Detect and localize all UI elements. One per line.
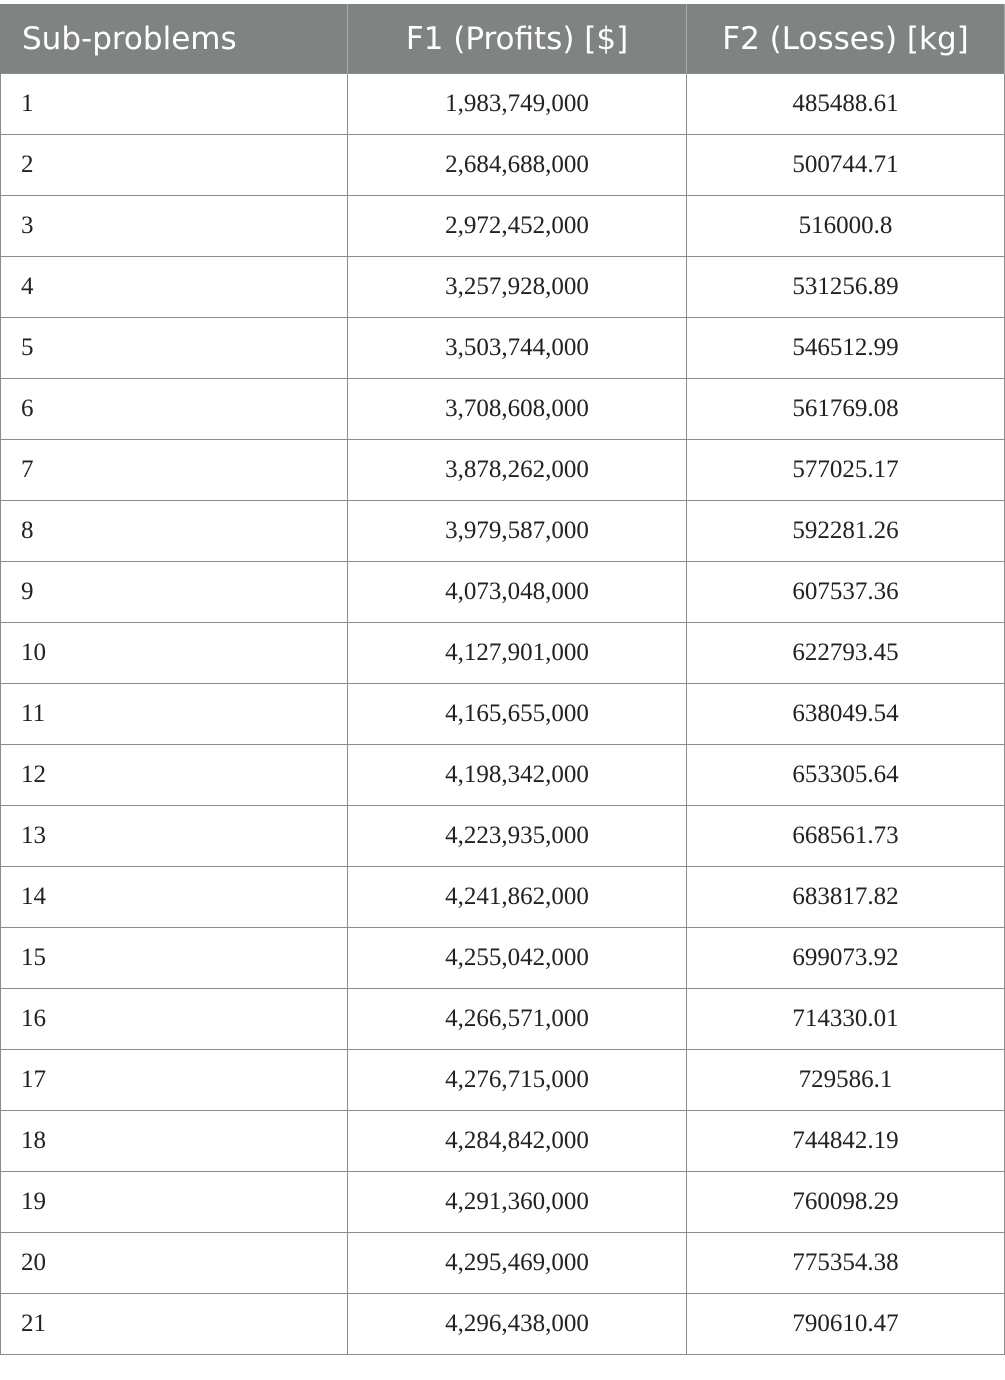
table-row	[1, 501, 1005, 562]
table-row	[1, 74, 1005, 135]
header-f2-losses: F2 (Losses) [kg]	[687, 4, 1005, 74]
cell-f1-profit: 2,684,688,000	[348, 135, 687, 196]
table-row	[1, 1233, 1005, 1294]
cell-f1-profit: 4,241,862,000	[348, 867, 687, 928]
cell-f1-profit: 4,276,715,000	[348, 1050, 687, 1111]
cell-f2-loss: 546512.99	[687, 318, 1005, 379]
table-row	[1, 867, 1005, 928]
cell-sub-problem: 14	[1, 867, 348, 928]
cell-f1-profit: 4,296,438,000	[348, 1294, 687, 1355]
cell-sub-problem: 1	[1, 74, 348, 135]
cell-f2-loss: 729586.1	[687, 1050, 1005, 1111]
cell-sub-problem: 3	[1, 196, 348, 257]
cell-f1-profit: 4,127,901,000	[348, 623, 687, 684]
table-row	[1, 745, 1005, 806]
cell-f1-profit: 3,708,608,000	[348, 379, 687, 440]
cell-f1-profit: 4,223,935,000	[348, 806, 687, 867]
cell-f2-loss: 622793.45	[687, 623, 1005, 684]
cell-f2-loss: 561769.08	[687, 379, 1005, 440]
cell-f2-loss: 760098.29	[687, 1172, 1005, 1233]
table-row	[1, 379, 1005, 440]
table-row	[1, 1294, 1005, 1355]
cell-sub-problem: 6	[1, 379, 348, 440]
cell-f1-profit: 3,979,587,000	[348, 501, 687, 562]
table-row	[1, 928, 1005, 989]
cell-f2-loss: 485488.61	[687, 74, 1005, 135]
table-row	[1, 1172, 1005, 1233]
table-row	[1, 196, 1005, 257]
table-row	[1, 257, 1005, 318]
cell-sub-problem: 8	[1, 501, 348, 562]
header-sub-problems: Sub-problems	[1, 4, 348, 74]
cell-f2-loss: 714330.01	[687, 989, 1005, 1050]
cell-f1-profit: 3,257,928,000	[348, 257, 687, 318]
cell-f2-loss: 699073.92	[687, 928, 1005, 989]
cell-f1-profit: 4,165,655,000	[348, 684, 687, 745]
cell-f1-profit: 4,255,042,000	[348, 928, 687, 989]
cell-f1-profit: 4,284,842,000	[348, 1111, 687, 1172]
cell-f1-profit: 4,198,342,000	[348, 745, 687, 806]
cell-sub-problem: 17	[1, 1050, 348, 1111]
table-row	[1, 135, 1005, 196]
cell-f1-profit: 3,878,262,000	[348, 440, 687, 501]
cell-sub-problem: 12	[1, 745, 348, 806]
cell-f2-loss: 531256.89	[687, 257, 1005, 318]
cell-f1-profit: 4,073,048,000	[348, 562, 687, 623]
cell-f2-loss: 607537.36	[687, 562, 1005, 623]
table-row	[1, 684, 1005, 745]
cell-sub-problem: 18	[1, 1111, 348, 1172]
cell-f2-loss: 653305.64	[687, 745, 1005, 806]
cell-f2-loss: 516000.8	[687, 196, 1005, 257]
table-row	[1, 989, 1005, 1050]
table-row	[1, 562, 1005, 623]
header-f1-profits: F1 (Profits) [$]	[348, 4, 687, 74]
cell-sub-problem: 10	[1, 623, 348, 684]
results-table	[0, 4, 1005, 1355]
header-row	[1, 4, 1005, 74]
cell-sub-problem: 4	[1, 257, 348, 318]
cell-f2-loss: 668561.73	[687, 806, 1005, 867]
cell-sub-problem: 7	[1, 440, 348, 501]
cell-f2-loss: 790610.47	[687, 1294, 1005, 1355]
cell-sub-problem: 15	[1, 928, 348, 989]
table-header	[1, 4, 1005, 74]
cell-sub-problem: 11	[1, 684, 348, 745]
table-row	[1, 1111, 1005, 1172]
cell-f1-profit: 4,291,360,000	[348, 1172, 687, 1233]
table-row	[1, 623, 1005, 684]
cell-f1-profit: 2,972,452,000	[348, 196, 687, 257]
table-row	[1, 318, 1005, 379]
table-row	[1, 1050, 1005, 1111]
table-row	[1, 440, 1005, 501]
cell-f2-loss: 592281.26	[687, 501, 1005, 562]
cell-f2-loss: 577025.17	[687, 440, 1005, 501]
cell-f2-loss: 500744.71	[687, 135, 1005, 196]
cell-sub-problem: 16	[1, 989, 348, 1050]
cell-f2-loss: 683817.82	[687, 867, 1005, 928]
table-row	[1, 806, 1005, 867]
cell-sub-problem: 2	[1, 135, 348, 196]
cell-sub-problem: 9	[1, 562, 348, 623]
cell-sub-problem: 5	[1, 318, 348, 379]
cell-f2-loss: 775354.38	[687, 1233, 1005, 1294]
cell-f1-profit: 4,295,469,000	[348, 1233, 687, 1294]
cell-sub-problem: 13	[1, 806, 348, 867]
cell-f2-loss: 638049.54	[687, 684, 1005, 745]
cell-f1-profit: 3,503,744,000	[348, 318, 687, 379]
cell-f1-profit: 1,983,749,000	[348, 74, 687, 135]
table-body	[1, 74, 1005, 1355]
cell-f2-loss: 744842.19	[687, 1111, 1005, 1172]
cell-f1-profit: 4,266,571,000	[348, 989, 687, 1050]
cell-sub-problem: 21	[1, 1294, 348, 1355]
cell-sub-problem: 20	[1, 1233, 348, 1294]
cell-sub-problem: 19	[1, 1172, 348, 1233]
